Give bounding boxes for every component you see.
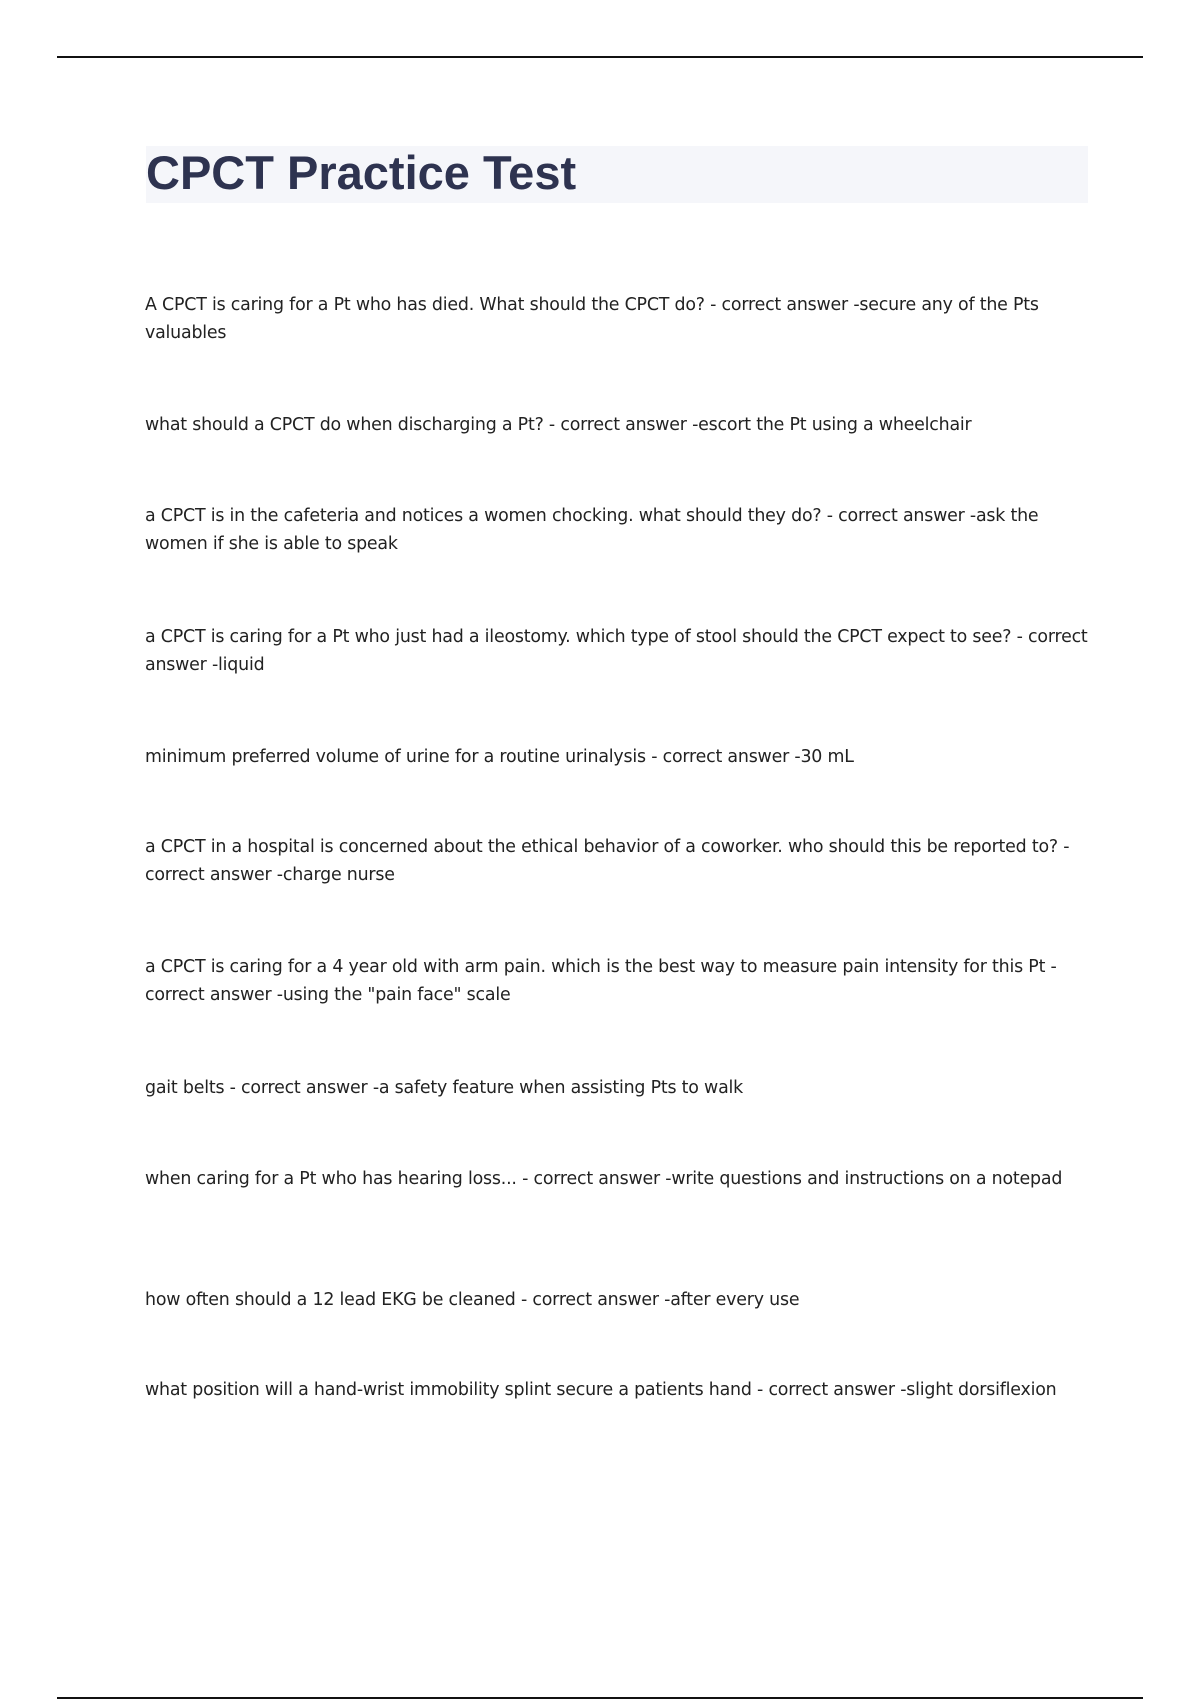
qa-item-5: minimum preferred volume of urine for a routine urinalysis - correct answer -30 mL [145,747,854,767]
qa-item-9: when caring for a Pt who has hearing loss... - correct answer -write questions and instructions on a notepad [145,1169,1063,1189]
qa-item-6: a CPCT in a hospital is concerned about the ethical behavior of a coworker. who should this be reported to? - correct answer -charge nurse [145,837,1070,885]
document-title: CPCT Practice Test [146,146,577,199]
top-rule [57,56,1143,58]
bottom-rule [57,1697,1143,1699]
qa-item-7: a CPCT is caring for a 4 year old with arm pain. which is the best way to measure pain intensity for this Pt - correct answer -using the "pain face" scale [145,957,1057,1005]
qa-item-1: A CPCT is caring for a Pt who has died. What should the CPCT do? - correct answer -secure any of the Pts valuables [145,295,1039,343]
qa-item-8: gait belts - correct answer -a safety feature when assisting Pts to walk [145,1078,744,1098]
qa-item-11: what position will a hand-wrist immobility splint secure a patients hand - correct answer -slight dorsiflexion [145,1380,1057,1400]
qa-item-3: a CPCT is in the cafeteria and notices a women chocking. what should they do? - correct answer -ask the women if she is able to speak [145,506,1039,554]
qa-item-10: how often should a 12 lead EKG be cleaned - correct answer -after every use [145,1290,800,1310]
qa-item-2: what should a CPCT do when discharging a Pt? - correct answer -escort the Pt using a wheelchair [145,415,972,435]
qa-item-4: a CPCT is caring for a Pt who just had a ileostomy. which type of stool should the CPCT expect to see? - correct answer -liquid [145,627,1088,675]
